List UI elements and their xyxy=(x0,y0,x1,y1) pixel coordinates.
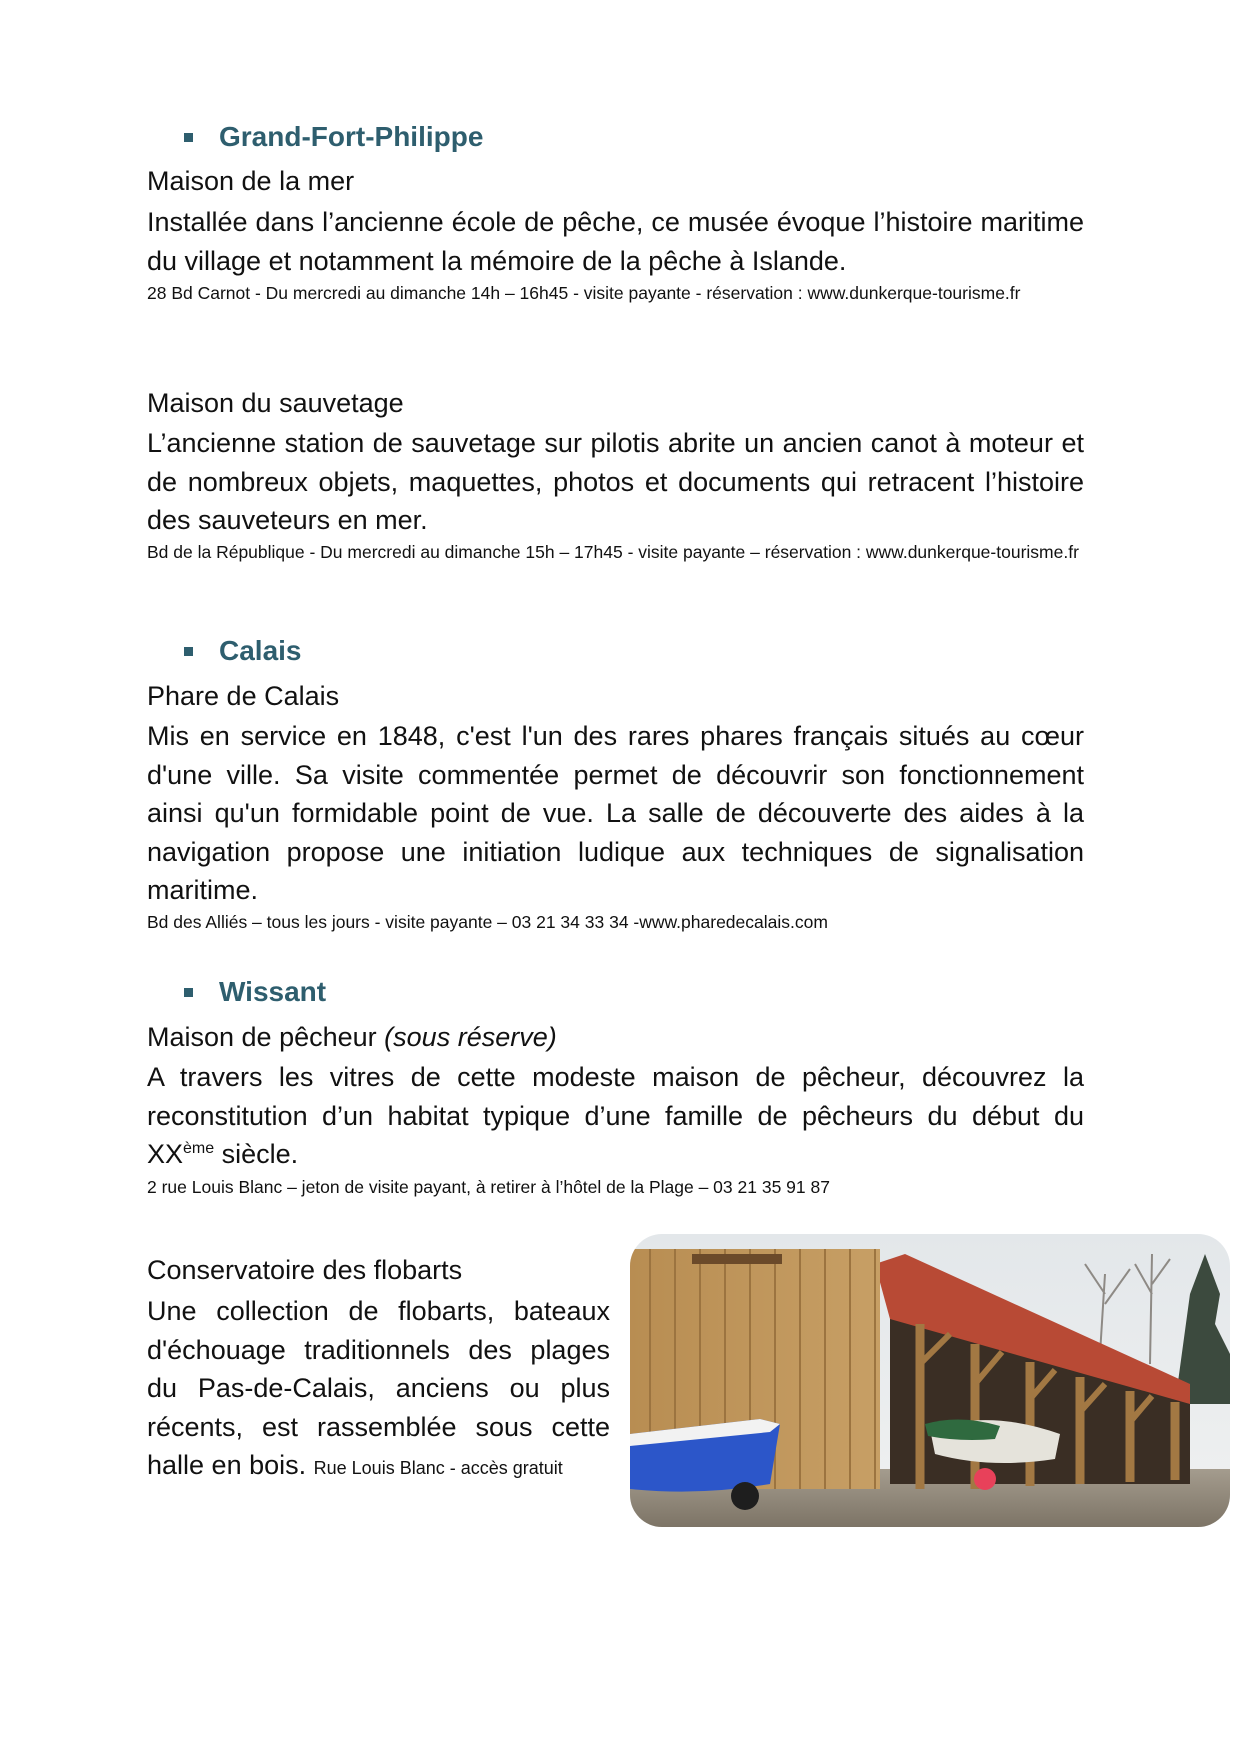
item-title: Phare de Calais xyxy=(147,681,340,711)
section-heading-label: Wissant xyxy=(219,976,327,1007)
item-description: Mis en service en 1848, c'est l'un des rares phares français situés au cœur d'une ville. Sa visite commentée permet de découvrir son fonctionnement ainsi qu'un formidable point de vue. La salle de découverte des aides à la navigation propose une initiation ludique aux techniques de signalisation maritime. xyxy=(147,721,1084,905)
item-practical-info: Bd des Alliés – tous les jours - visite payante – 03 21 34 33 34 -www.pharedecalais.com xyxy=(147,912,828,932)
item-title: Conservatoire des flobarts xyxy=(147,1255,463,1285)
item-title-text: Maison de pêcheur xyxy=(147,1022,377,1052)
item-title: Maison de la mer xyxy=(147,166,355,196)
section-heading-label: Grand-Fort-Philippe xyxy=(219,121,484,152)
flobarts-hall-illustration xyxy=(630,1234,1230,1527)
trailer-wheel xyxy=(731,1482,759,1510)
square-bullet-icon xyxy=(184,647,193,656)
description-text-end: siècle. xyxy=(214,1139,299,1169)
section-heading-grand-fort-philippe xyxy=(184,121,483,153)
item-title: Maison du sauvetage xyxy=(147,388,404,418)
item-practical-info: Rue Louis Blanc - accès gratuit xyxy=(313,1458,563,1478)
item-practical-info: 2 rue Louis Blanc – jeton de visite payant, à retirer à l’hôtel de la Plage – 03 21 35 91 87 xyxy=(147,1177,830,1197)
name-plaque xyxy=(692,1254,782,1264)
item-description: Installée dans l’ancienne école de pêche, ce musée évoque l’histoire maritime du village et notamment la mémoire de la pêche à Islande. xyxy=(147,207,1084,276)
red-buoy xyxy=(974,1468,996,1490)
square-bullet-icon xyxy=(184,988,193,997)
item-description xyxy=(147,1292,610,1488)
item-title-note: (sous réserve) xyxy=(384,1022,557,1052)
item-description xyxy=(147,1058,1084,1174)
square-bullet-icon xyxy=(184,133,193,142)
description-text: A travers les vitres de cette modeste maison de pêcheur, découvrez la reconstitution d’un habitat typique d’une famille de pêcheurs du début du XX xyxy=(147,1062,1084,1169)
item-description: L’ancienne station de sauvetage sur pilotis abrite un ancien canot à moteur et de nombreux objets, maquettes, photos et documents qui retracent l’histoire des sauveteurs en mer. xyxy=(147,428,1084,535)
item-practical-info: Bd de la République - Du mercredi au dimanche 15h – 17h45 - visite payante – réservation : www.dunkerque-tourisme.fr xyxy=(147,542,1079,562)
item-title xyxy=(147,1022,557,1053)
section-heading-label: Calais xyxy=(219,635,302,666)
item-practical-info: 28 Bd Carnot - Du mercredi au dimanche 14h – 16h45 - visite payante - réservation : www.dunkerque-tourisme.fr xyxy=(147,283,1021,303)
section-heading-wissant xyxy=(184,976,326,1008)
section-heading-calais xyxy=(184,635,302,667)
description-text: Une collection de flobarts, bateaux d'échouage traditionnels des plages du Pas-de-Calais, anciens ou plus récents, est rassemblée sous cette halle en bois. xyxy=(147,1296,610,1480)
superscript: ème xyxy=(183,1140,215,1157)
flobarts-hall-photo xyxy=(630,1234,1230,1527)
